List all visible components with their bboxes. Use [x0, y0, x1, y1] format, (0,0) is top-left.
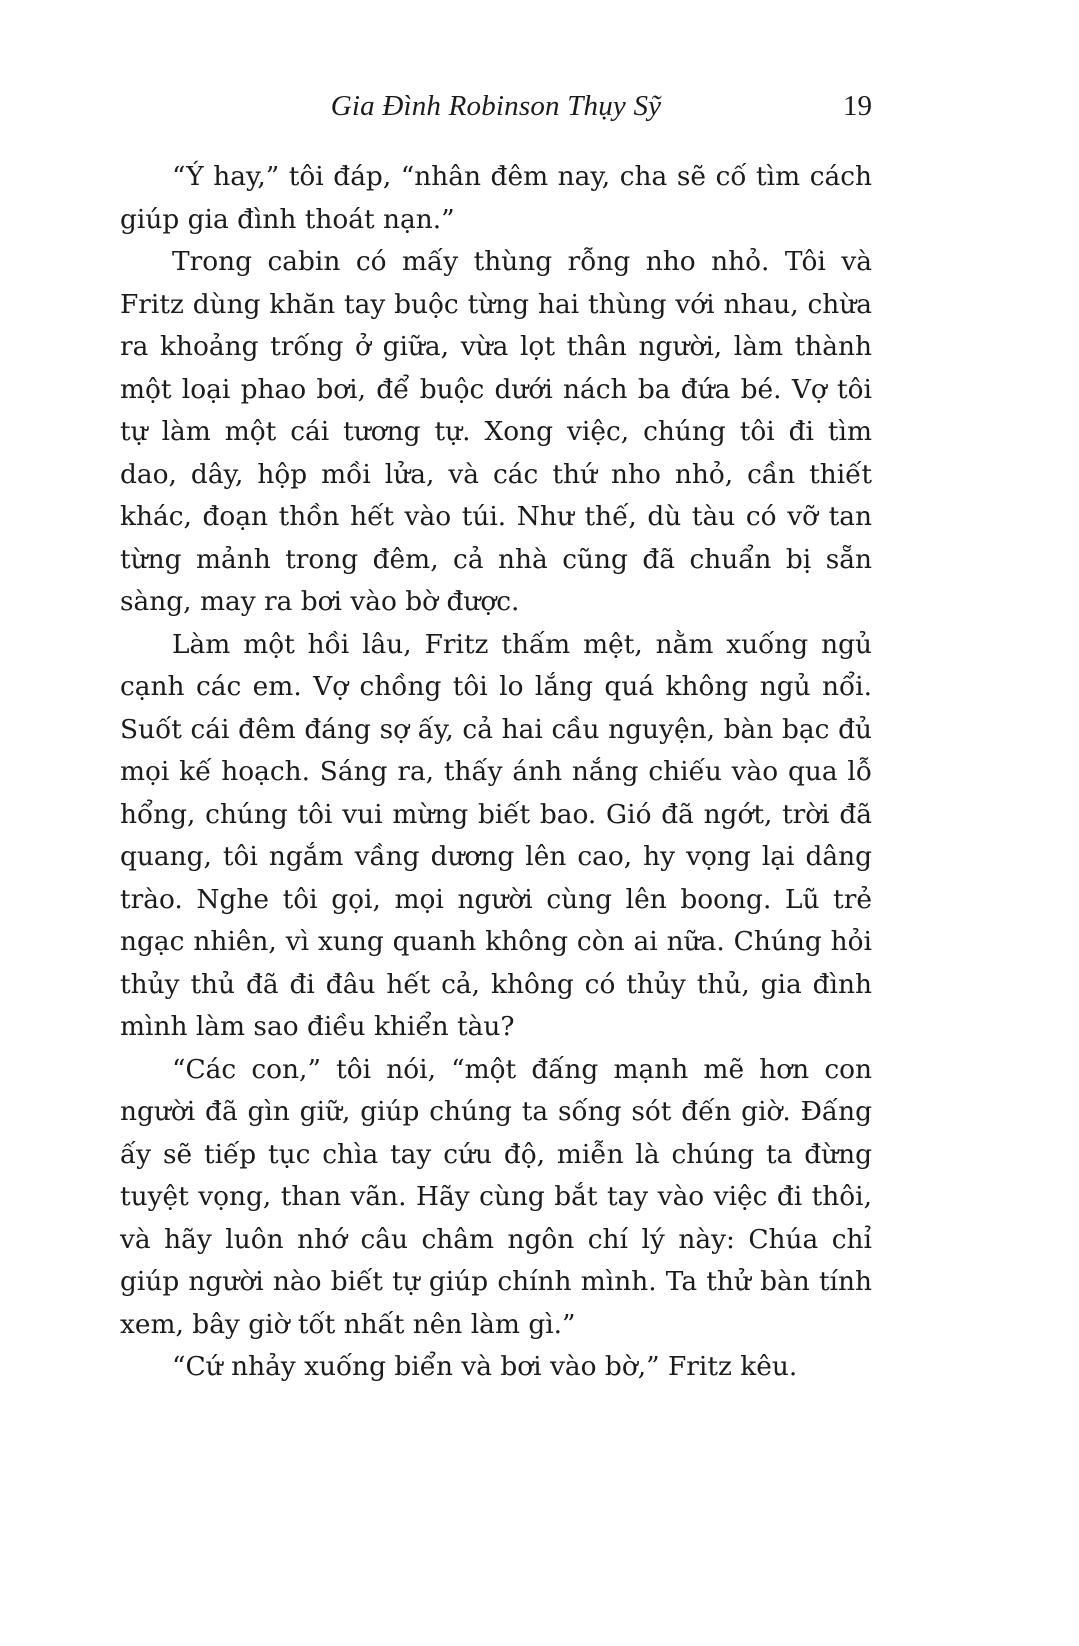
paragraph-3: Làm một hồi lâu, Fritz thấm mệt, nằm xuống ngủ cạnh các em. Vợ chồng tôi lo lắng quá không ngủ nổi. Suốt cái đêm đáng sợ ấy, cả hai cầu nguyện, bàn bạc đủ mọi kế hoạch. Sáng ra, thấy ánh nắng chiếu vào qua lỗ hổng, chúng tôi vui mừng biết bao. Gió đã ngớt, trời đã quang, tôi ngắm vầng dương lên cao, hy vọng lại dâng trào. Nghe tôi gọi, mọi người cùng lên boong. Lũ trẻ ngạc nhiên, vì xung quanh không còn ai nữa. Chúng hỏi thủy thủ đã đi đâu hết cả, không có thủy thủ, gia đình mình làm sao điều khiển tàu? [120, 628, 872, 1042]
book-title: Gia Đình Robinson Thụy Sỹ [330, 90, 662, 122]
page-number: 19 [843, 90, 872, 122]
paragraph-4: “Các con,” tôi nói, “một đấng mạnh mẽ hơn con người đã gìn giữ, giúp chúng ta sống sót đến giờ. Đấng ấy sẽ tiếp tục chìa tay cứu độ, miễn là chúng ta đừng tuyệt vọng, than vãn. Hãy cùng bắt tay vào việc đi thôi, và hãy luôn nhớ câu châm ngôn chí lý này: Chúa chỉ giúp người nào biết tự giúp chính mình. Ta thử bàn tính xem, bây giờ tốt nhất nên làm gì.” [120, 1053, 872, 1340]
paragraph-5: “Cứ nhảy xuống biển và bơi vào bờ,” Fritz kêu. [172, 1351, 798, 1382]
paragraph-1: “Ý hay,” tôi đáp, “nhân đêm nay, cha sẽ cố tìm cách giúp gia đình thoát nạn.” [120, 161, 872, 235]
body-text [120, 156, 872, 1389]
running-header [120, 86, 872, 126]
paragraph-2: Trong cabin có mấy thùng rỗng nho nhỏ. Tôi và Fritz dùng khăn tay buộc từng hai thùng với nhau, chừa ra khoảng trống ở giữa, vừa lọt thân người, làm thành một loại phao bơi, để buộc dưới nách ba đứa bé. Vợ tôi tự làm một cái tương tự. Xong việc, chúng tôi đi tìm dao, dây, hộp mồi lửa, và các thứ nho nhỏ, cần thiết khác, đoạn thồn hết vào túi. Như thế, dù tàu có vỡ tan từng mảnh trong đêm, cả nhà cũng đã chuẩn bị sẵn sàng, may ra bơi vào bờ được. [120, 246, 872, 617]
